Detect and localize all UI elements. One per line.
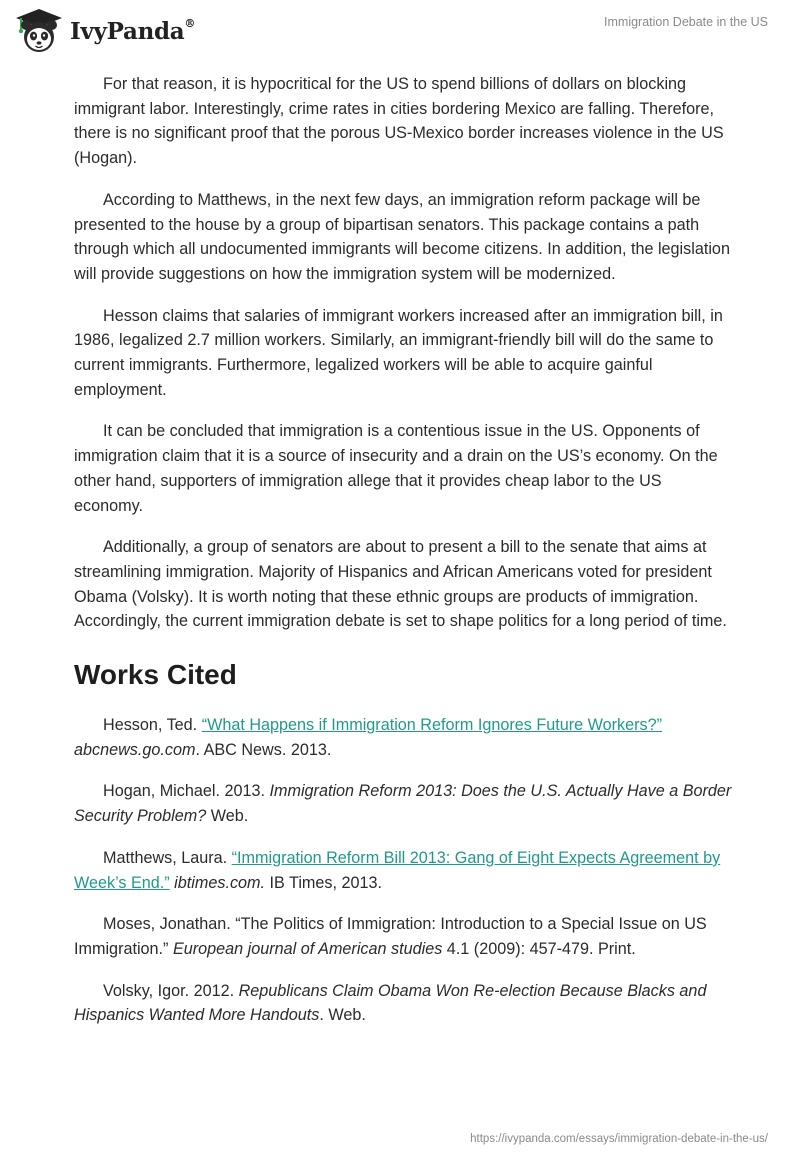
body-paragraph: Additionally, a group of senators are about to present a bill to the senate that aims at streamlining immigration. Majority of Hispanics and African Americans voted for president Obama (Volsky). It is worth noting that these ethnic groups are products of immigration. Accordingly, the current immigration debate is set to shape politics for a long period of time.: [74, 538, 727, 631]
citation-entry: Hogan, Michael. 2013. Immigration Reform 2013: Does the U.S. Actually Have a Border Security Problem? Web.: [74, 782, 732, 826]
citation-link[interactable]: “Immigration Reform Bill 2013: Gang of Eight Expects Agreement by Week’s End.”: [74, 848, 721, 892]
citation-entry: Moses, Jonathan. “The Politics of Immigration: Introduction to a Special Issue on US Immigration.” European journal of American studies 4.1 (2009): 457-479. Print.: [74, 915, 707, 958]
page-header: [0, 0, 800, 64]
citation-entry: Volsky, Igor. 2012. Republicans Claim Obama Won Re-election Because Blacks and Hispanics Wanted More Handouts. Web.: [74, 981, 707, 1025]
panda-graduate-icon: [14, 6, 64, 56]
document-title: Immigration Debate in the US: [604, 15, 768, 29]
works-cited-heading: Works Cited: [74, 659, 237, 691]
source-url: https://ivypanda.com/essays/immigration-debate-in-the-us/: [470, 1133, 768, 1145]
essay-content: [74, 72, 734, 1045]
citation-entry: Matthews, Laura. “Immigration Reform Bill 2013: Gang of Eight Expects Agreement by Week’s End.” ibtimes.com. IB Times, 2013.: [74, 848, 721, 892]
body-paragraph: Hesson claims that salaries of immigrant workers increased after an immigration bill, in 1986, legalized 2.7 million workers. Similarly, an immigrant-friendly bill will do the same to current immigrants. Furthermore, legalized workers will be able to acquire gainful employment.: [74, 306, 723, 399]
brand-name: IvyPanda®: [70, 16, 196, 45]
citation-entry: Hesson, Ted. “What Happens if Immigration Reform Ignores Future Workers?” abcnews.go.com. ABC News. 2013.: [74, 716, 662, 759]
body-paragraph: According to Matthews, in the next few days, an immigration reform package will be presented to the house by a group of bipartisan senators. This package contains a path through which all undocumented immigrants will become citizens. In addition, the legislation will provide suggestions on how the immigration system will be modernized.: [74, 190, 730, 283]
brand-logo[interactable]: [14, 6, 195, 56]
body-paragraph: It can be concluded that immigration is a contentious issue in the US. Opponents of immigration claim that it is a source of insecurity and a drain on the US’s economy. On the other hand, supporters of immigration allege that it provides cheap labor to the US economy.: [74, 422, 718, 515]
body-paragraph: For that reason, it is hypocritical for the US to spend billions of dollars on blocking immigrant labor. Interestingly, crime rates in cities bordering Mexico are falling. Therefore, there is no significant proof that the porous US-Mexico border increases violence in the US (Hogan).: [74, 75, 724, 168]
citation-link[interactable]: “What Happens if Immigration Reform Ignores Future Workers?”: [201, 716, 662, 735]
